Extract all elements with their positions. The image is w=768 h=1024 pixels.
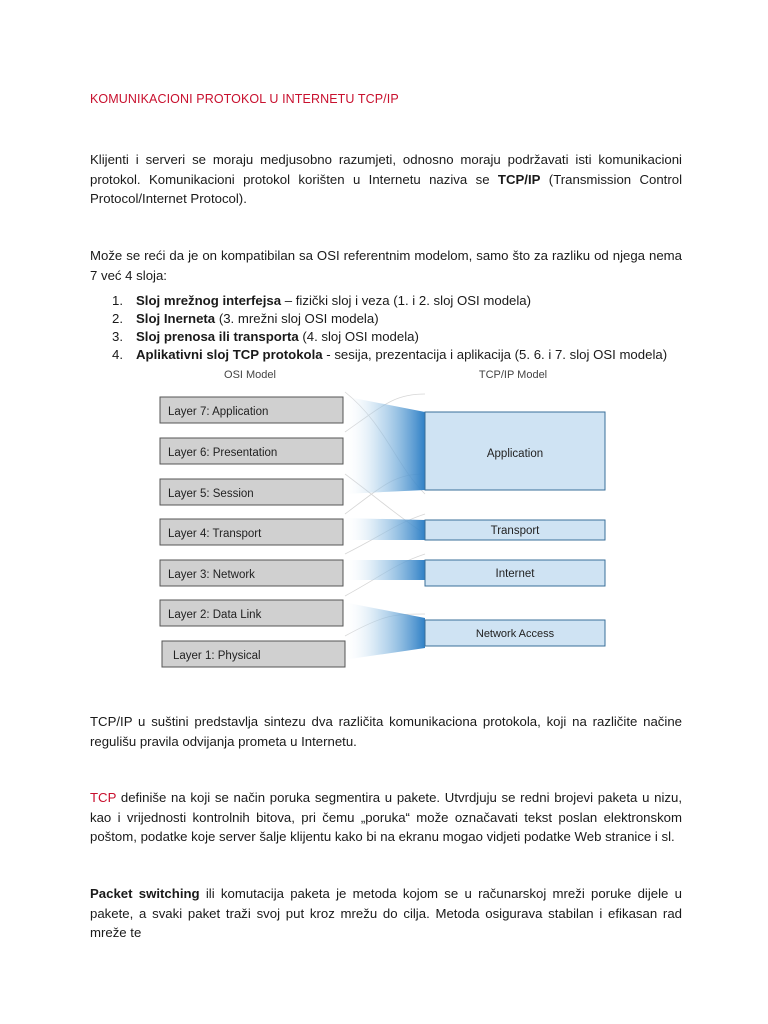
list-number: 2. xyxy=(112,311,123,326)
layer-list xyxy=(112,292,667,364)
osi-layer-7 xyxy=(160,397,343,423)
osi-layer-1 xyxy=(162,641,345,667)
osi-layer-2 xyxy=(160,600,343,626)
osi-model-heading: OSI Model xyxy=(224,369,276,381)
osi-layer-label: Layer 2: Data Link xyxy=(168,609,262,621)
list-item-text: (4. sloj OSI modela) xyxy=(298,329,419,344)
document-title: KOMUNIKACIONI PROTOKOL U INTERNETU TCP/IP xyxy=(90,92,399,106)
list-item-bold: Aplikativni sloj TCP protokola xyxy=(136,347,323,362)
osi-layer-label: Layer 1: Physical xyxy=(173,650,261,662)
tcpip-layer-label: Transport xyxy=(490,525,540,537)
list-item xyxy=(112,328,667,346)
tcpip-model-heading: TCP/IP Model xyxy=(478,369,548,381)
osi-layer-4 xyxy=(160,519,343,545)
fan-network-access xyxy=(343,602,425,660)
osi-layer-label: Layer 5: Session xyxy=(168,488,254,500)
list-number: 4. xyxy=(112,347,123,362)
packet-switching-text: ili komutacija paketa je metoda kojom se u računarskoj mreži poruke dijele u pakete, a svaki paket traži svoj put kroz mrežu do cilja. Metoda osigurava stabilan i efikasan rad mreže te xyxy=(90,886,682,940)
osi-layer-label: Layer 6: Presentation xyxy=(168,447,278,459)
osi-layer-3 xyxy=(160,560,343,586)
tcp-red-term: TCP xyxy=(90,790,117,805)
list-number: 3. xyxy=(112,329,123,344)
fan-transport xyxy=(343,518,425,540)
list-item-text: – fizički sloj i veza (1. i 2. sloj OSI modela) xyxy=(281,293,532,308)
osi-layers xyxy=(160,397,345,667)
osi-layer-6 xyxy=(160,438,343,464)
osi-layer-label: Layer 3: Network xyxy=(168,569,255,581)
list-item-text: - sesija, prezentacija i aplikacija (5. 6. i 7. sloj OSI modela) xyxy=(322,347,668,362)
paragraph-tcp xyxy=(90,788,682,847)
list-number: 1. xyxy=(112,293,123,308)
list-item-bold: Sloj mrežnog interfejsa xyxy=(136,293,282,308)
osi-layer-label: Layer 7: Application xyxy=(168,406,269,418)
fan-internet xyxy=(343,560,425,580)
tcpip-layer-label: Network Access xyxy=(475,628,555,640)
paragraph-synthesis: TCP/IP u suštini predstavlja sintezu dva različita komunikaciona protokola, koji na različite načine regulišu pravila odvijanja prometa u Internetu. xyxy=(90,714,682,749)
paragraph-packet-switching xyxy=(90,884,682,943)
tcpip-layer-label: Application xyxy=(486,448,544,460)
tcpip-layer-transport xyxy=(425,520,605,540)
intro-text-2: (Transmission Control Protocol/Internet Protocol). xyxy=(90,171,683,206)
list-item-text: (3. mrežni sloj OSI modela) xyxy=(215,311,379,326)
intro-text-1: Klijenti i serveri se moraju medjusobno razumjeti, odnosno moraju podržavati isti komunikacioni protokol. Komunikacioni protokol korišten u Internetu naziva se xyxy=(90,152,682,187)
paragraph-intro xyxy=(90,150,682,209)
fan-application xyxy=(343,396,425,494)
list-item xyxy=(112,310,667,328)
tcpip-layer-label: Internet xyxy=(495,568,535,580)
osi-tcpip-diagram xyxy=(155,364,625,676)
list-item xyxy=(112,346,667,364)
tcp-paragraph-text: definiše na koji se način poruka segmentira u pakete. Utvrdjuju se redni brojevi paketa u nizu, kao i vrijednosti kontrolnih bitova, pri čemu „poruka“ može označavati tekst poslan elektronskom poštom, podatke koje server šalje klijentu kako bi na ekranu mogao vidjeti podatke Web stranice i sl. xyxy=(90,790,682,844)
tcpip-layers xyxy=(425,412,605,646)
osi-layer-label: Layer 4: Transport xyxy=(168,528,262,540)
list-item-bold: Sloj prenosa ili transporta xyxy=(136,329,299,344)
packet-switching-term: Packet switching xyxy=(90,886,200,901)
tcpip-layer-internet xyxy=(425,560,605,586)
tcpip-layer-network-access xyxy=(425,620,605,646)
osi-layer-5 xyxy=(160,479,343,505)
list-item xyxy=(112,292,667,310)
intro-bold-tcpip: TCP/IP xyxy=(497,171,541,187)
paragraph-osi-compat: Može se reći da je on kompatibilan sa OSI referentnim modelom, samo što za razliku od njega nema 7 već 4 sloja: xyxy=(90,248,682,283)
tcpip-layer-application xyxy=(425,412,605,490)
list-item-bold: Sloj Inerneta xyxy=(136,311,216,326)
